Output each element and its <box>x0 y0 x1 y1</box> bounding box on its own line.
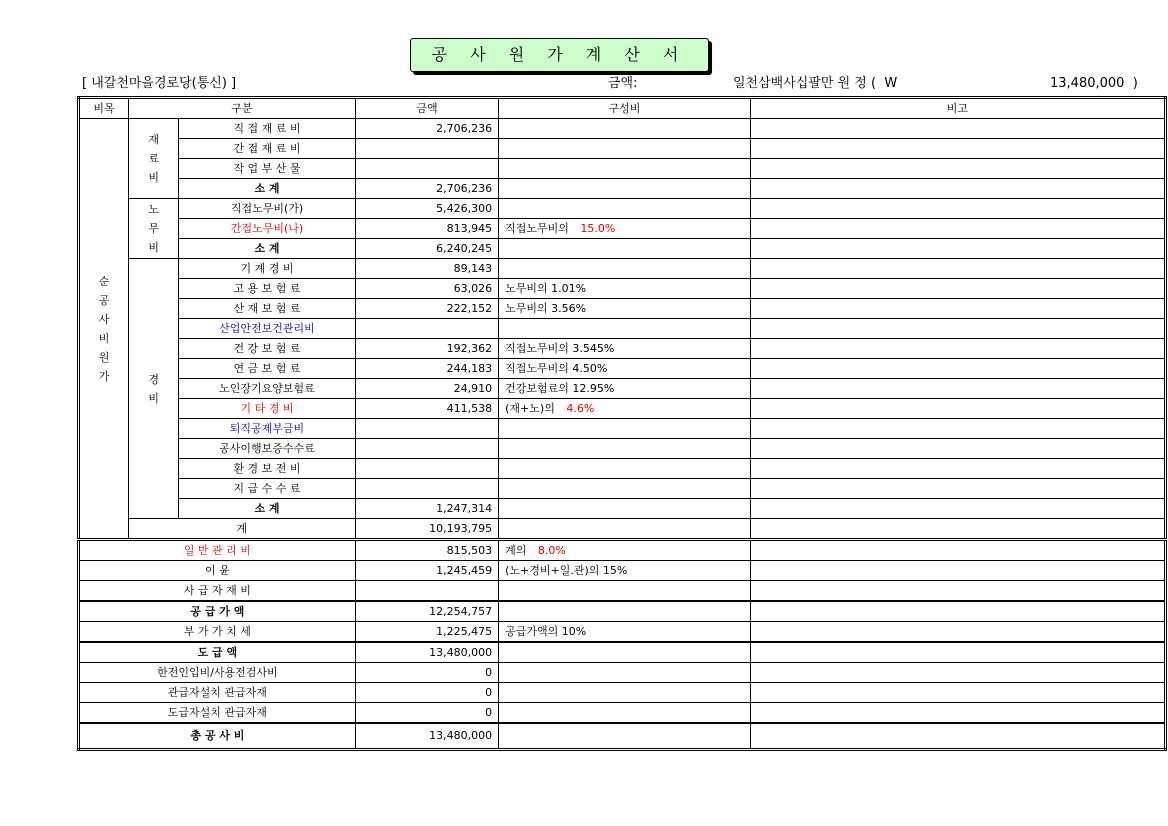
amount-cell: 1,245,459 <box>355 561 498 581</box>
ratio-cell <box>499 439 751 459</box>
amount-cell: 13,480,000 <box>355 642 498 663</box>
amount-cell: 411,538 <box>355 399 498 419</box>
ratio-cell <box>499 601 751 622</box>
item-label: 노인장기요양보험료 <box>179 379 356 399</box>
remarks-cell <box>750 139 1165 159</box>
amount-label: 금액: <box>608 76 638 91</box>
item-label: 부 가 가 치 세 <box>79 622 356 643</box>
amount-cell: 63,026 <box>355 279 498 299</box>
ratio-cell <box>499 663 751 683</box>
item-label: 산 재 보 험 료 <box>179 299 356 319</box>
remarks-cell <box>750 723 1165 750</box>
remarks-cell <box>750 379 1165 399</box>
amount-cell <box>355 159 498 179</box>
col-header-amount: 금액 <box>355 98 498 119</box>
amount-cell <box>355 439 498 459</box>
table-row <box>79 299 1166 319</box>
item-label: 건 강 보 험 료 <box>179 339 356 359</box>
remarks-cell <box>750 642 1165 663</box>
expense-group-label: 경 비 <box>129 259 179 519</box>
remarks-cell <box>750 540 1165 561</box>
amount-cell: 1,225,475 <box>355 622 498 643</box>
amount-cell: 192,362 <box>355 339 498 359</box>
amount-cell: 2,706,236 <box>355 119 498 139</box>
table-row <box>79 703 1166 724</box>
table-row <box>79 339 1166 359</box>
item-label: 간접노무비(나) <box>179 219 356 239</box>
ratio-cell <box>499 419 751 439</box>
table-row <box>79 540 1166 561</box>
ratio-cell <box>499 339 751 359</box>
ratio-cell <box>499 199 751 219</box>
table-row <box>79 459 1166 479</box>
table-row <box>79 239 1166 259</box>
amount-cell <box>355 581 498 602</box>
ratio-text: 직접노무비의 4.50% <box>505 362 608 375</box>
remarks-cell <box>750 622 1165 643</box>
remarks-cell <box>750 479 1165 499</box>
table-row <box>79 642 1166 663</box>
labor-group-label: 노 무 비 <box>129 199 179 259</box>
project-name: [ 내갈천마을경로당(통신) ] <box>82 76 237 91</box>
item-label: 간 접 재 료 비 <box>179 139 356 159</box>
amount-number: 13,480,000 ) <box>1050 76 1138 91</box>
ratio-cell <box>499 683 751 703</box>
amount-cell: 813,945 <box>355 219 498 239</box>
amount-cell <box>355 459 498 479</box>
ratio-highlight: 4.6% <box>562 402 595 415</box>
remarks-cell <box>750 319 1165 339</box>
table-row <box>79 259 1166 279</box>
ratio-cell <box>499 519 751 540</box>
ratio-text: (재+노)의 <box>505 402 555 415</box>
item-label: 공 급 가 액 <box>79 601 356 622</box>
ratio-cell <box>499 219 751 239</box>
ratio-cell <box>499 279 751 299</box>
item-label: 총 공 사 비 <box>79 723 356 750</box>
amount-cell <box>355 419 498 439</box>
ratio-cell <box>499 642 751 663</box>
ratio-cell <box>499 259 751 279</box>
ratio-text: (노+경비+일.관)의 15% <box>505 564 628 577</box>
ratio-cell <box>499 299 751 319</box>
item-label: 기 계 경 비 <box>179 259 356 279</box>
amount-cell: 0 <box>355 683 498 703</box>
ratio-text: 건강보험료의 12.95% <box>505 382 615 395</box>
ratio-cell <box>499 703 751 724</box>
table-row <box>79 399 1166 419</box>
item-label: 기 타 경 비 <box>179 399 356 419</box>
ratio-cell <box>499 139 751 159</box>
amount-cell <box>355 319 498 339</box>
table-row <box>79 179 1166 199</box>
amount-cell <box>355 479 498 499</box>
amount-cell: 24,910 <box>355 379 498 399</box>
ratio-cell <box>499 119 751 139</box>
subtotal-row <box>79 519 1166 540</box>
table-row <box>79 723 1166 750</box>
item-label: 작 업 부 산 물 <box>179 159 356 179</box>
remarks-cell <box>750 359 1165 379</box>
ratio-cell <box>499 540 751 561</box>
table-row <box>79 581 1166 602</box>
ratio-cell <box>499 239 751 259</box>
amount-cell: 1,247,314 <box>355 499 498 519</box>
ratio-text: 노무비의 3.56% <box>505 302 587 315</box>
col-header-category: 비목 <box>79 98 129 119</box>
col-header-remarks: 비고 <box>750 98 1165 119</box>
table-row <box>79 219 1166 239</box>
table-row <box>79 601 1166 622</box>
item-label: 연 금 보 험 료 <box>179 359 356 379</box>
table-row <box>79 479 1166 499</box>
amount-cell: 13,480,000 <box>355 723 498 750</box>
amount-cell: 89,143 <box>355 259 498 279</box>
item-label: 이 윤 <box>79 561 356 581</box>
remarks-cell <box>750 119 1165 139</box>
ratio-cell <box>499 319 751 339</box>
amount-cell: 0 <box>355 663 498 683</box>
ratio-text: 직접노무비의 <box>505 222 569 235</box>
amount-cell: 222,152 <box>355 299 498 319</box>
remarks-cell <box>750 399 1165 419</box>
remarks-cell <box>750 663 1165 683</box>
item-label: 고 용 보 험 료 <box>179 279 356 299</box>
ratio-cell <box>499 159 751 179</box>
ratio-cell <box>499 723 751 750</box>
amount-cell: 244,183 <box>355 359 498 379</box>
table-row <box>79 419 1166 439</box>
document-title: 공 사 원 가 계 산 서 <box>410 38 709 72</box>
remarks-cell <box>750 439 1165 459</box>
remarks-cell <box>750 519 1165 540</box>
remarks-cell <box>750 683 1165 703</box>
item-label: 직 접 재 료 비 <box>179 119 356 139</box>
item-label: 일 반 관 리 비 <box>79 540 356 561</box>
remarks-cell <box>750 259 1165 279</box>
item-label: 도급자설치 관급자재 <box>79 703 356 724</box>
cost-sheet-table <box>77 96 1167 751</box>
table-row <box>79 499 1166 519</box>
remarks-cell <box>750 581 1165 602</box>
remarks-cell <box>750 499 1165 519</box>
remarks-cell <box>750 159 1165 179</box>
item-label: 한전인입비/사용전검사비 <box>79 663 356 683</box>
ratio-cell <box>499 581 751 602</box>
ratio-cell <box>499 359 751 379</box>
table-row <box>79 663 1166 683</box>
table-row <box>79 622 1166 643</box>
ratio-text: 공급가액의 10% <box>505 625 587 638</box>
table-row <box>79 683 1166 703</box>
ratio-text: 노무비의 1.01% <box>505 282 587 295</box>
amount-cell: 12,254,757 <box>355 601 498 622</box>
item-label: 소 계 <box>179 499 356 519</box>
amount-cell: 815,503 <box>355 540 498 561</box>
amount-words: 일천삼백사십팔만 원 정 ( W <box>733 76 898 91</box>
main-group-label: 순 공 사 비 원 가 <box>79 119 129 540</box>
ratio-cell <box>499 479 751 499</box>
remarks-cell <box>750 199 1165 219</box>
table-row <box>79 439 1166 459</box>
remarks-cell <box>750 299 1165 319</box>
remarks-cell <box>750 459 1165 479</box>
amount-cell: 6,240,245 <box>355 239 498 259</box>
table-row <box>79 199 1166 219</box>
col-header-ratio: 구성비 <box>499 98 751 119</box>
table-row <box>79 359 1166 379</box>
remarks-cell <box>750 179 1165 199</box>
header-row <box>79 98 1166 119</box>
col-header-division: 구분 <box>129 98 356 119</box>
table-row <box>79 159 1166 179</box>
item-label: 지 급 수 수 료 <box>179 479 356 499</box>
table-row <box>79 279 1166 299</box>
subtotal-amount: 10,193,795 <box>355 519 498 540</box>
remarks-cell <box>750 703 1165 724</box>
subtotal-label: 계 <box>129 519 356 540</box>
ratio-cell <box>499 499 751 519</box>
ratio-text: 직접노무비의 3.545% <box>505 342 615 355</box>
item-label: 공사이행보증수수료 <box>179 439 356 459</box>
remarks-cell <box>750 601 1165 622</box>
item-label: 직접노무비(가) <box>179 199 356 219</box>
amount-cell: 5,426,300 <box>355 199 498 219</box>
item-label: 도 급 액 <box>79 642 356 663</box>
item-label: 소 계 <box>179 239 356 259</box>
ratio-cell <box>499 622 751 643</box>
amount-cell: 2,706,236 <box>355 179 498 199</box>
table-row <box>79 319 1166 339</box>
item-label: 관급자설치 관급자재 <box>79 683 356 703</box>
ratio-highlight: 8.0% <box>534 544 566 557</box>
item-label: 사 급 자 재 비 <box>79 581 356 602</box>
ratio-cell <box>499 399 751 419</box>
remarks-cell <box>750 239 1165 259</box>
amount-cell: 0 <box>355 703 498 724</box>
ratio-text: 계의 <box>505 544 527 557</box>
remarks-cell <box>750 219 1165 239</box>
ratio-cell <box>499 379 751 399</box>
amount-cell <box>355 139 498 159</box>
table-row <box>79 561 1166 581</box>
material-group-label: 재 료 비 <box>129 119 179 199</box>
remarks-cell <box>750 279 1165 299</box>
item-label: 산업안전보건관리비 <box>179 319 356 339</box>
item-label: 퇴직공제부금비 <box>179 419 356 439</box>
table-row <box>79 119 1166 139</box>
remarks-cell <box>750 339 1165 359</box>
remarks-cell <box>750 561 1165 581</box>
ratio-cell <box>499 459 751 479</box>
table-row <box>79 139 1166 159</box>
ratio-cell <box>499 561 751 581</box>
ratio-cell <box>499 179 751 199</box>
item-label: 소 계 <box>179 179 356 199</box>
remarks-cell <box>750 419 1165 439</box>
table-row <box>79 379 1166 399</box>
item-label: 환 경 보 전 비 <box>179 459 356 479</box>
ratio-highlight: 15.0% <box>576 222 616 235</box>
